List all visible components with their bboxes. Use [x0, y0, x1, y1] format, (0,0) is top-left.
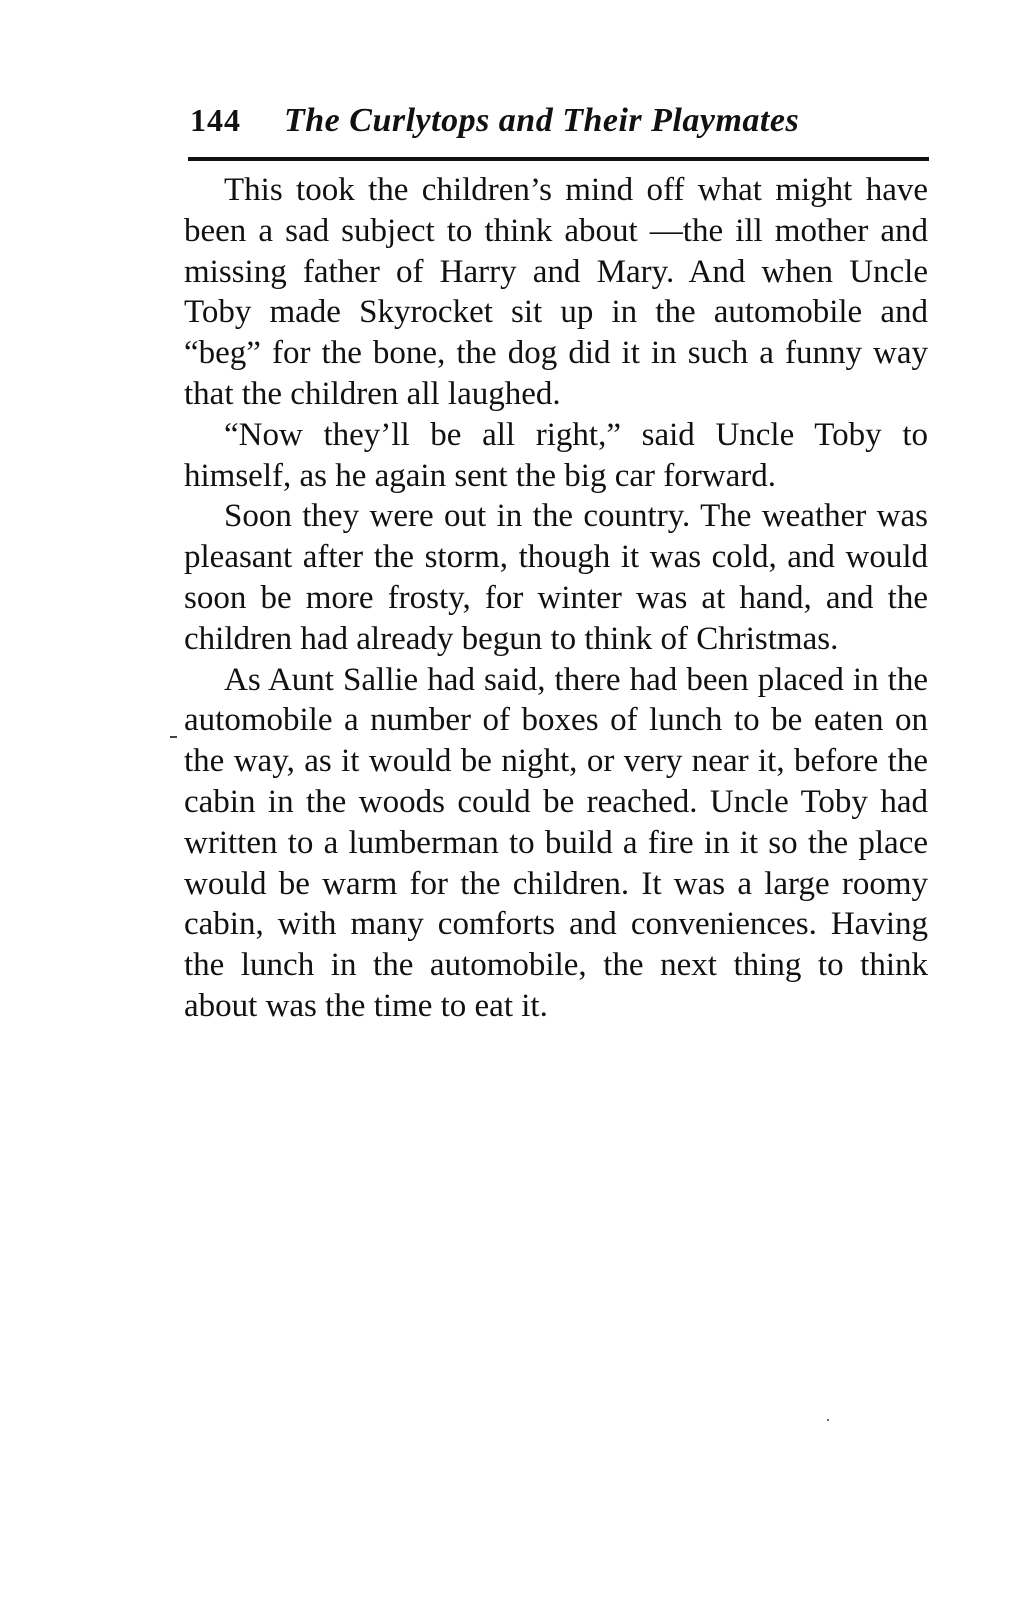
page-speck	[827, 1419, 829, 1421]
paragraph: Soon they were out in the country. The weather was pleasant after the storm, though it was cold, and would soon be more frosty, for winter was at hand, and the children had already begun to think of Christmas.	[184, 498, 928, 657]
paragraph: “Now they’ll be all right,” said Uncle Toby to himself, as he again sent the big car forward.	[184, 416, 928, 494]
paragraph: As Aunt Sallie had said, there had been placed in the automobile a number of boxes of lunch to be eaten on the way, as it would be night, or very near it, before the cabin in the woods could be reached. Uncle Toby had written to a lumberman to build a fire in it so the place would be warm for the children. It was a large roomy cabin, with many comforts and conveniences. Having the lunch in the automobile, the next thing to think about was the time to eat it.	[184, 661, 928, 1024]
page-header	[188, 100, 928, 156]
paragraph: This took the children’s mind off what might have been a sad subject to think about —the ill mother and missing father of Harry and Mary. And when Uncle Toby made Skyrocket sit up in the automobile and “beg” for the bone, the dog did it in such a funny way that the children all laughed.	[184, 172, 928, 412]
page-number: 144	[190, 102, 241, 138]
header-rule	[188, 157, 929, 161]
margin-mark	[170, 736, 177, 738]
running-title: The Curlytops and Their Playmates	[284, 102, 800, 139]
body-text	[184, 170, 928, 1027]
